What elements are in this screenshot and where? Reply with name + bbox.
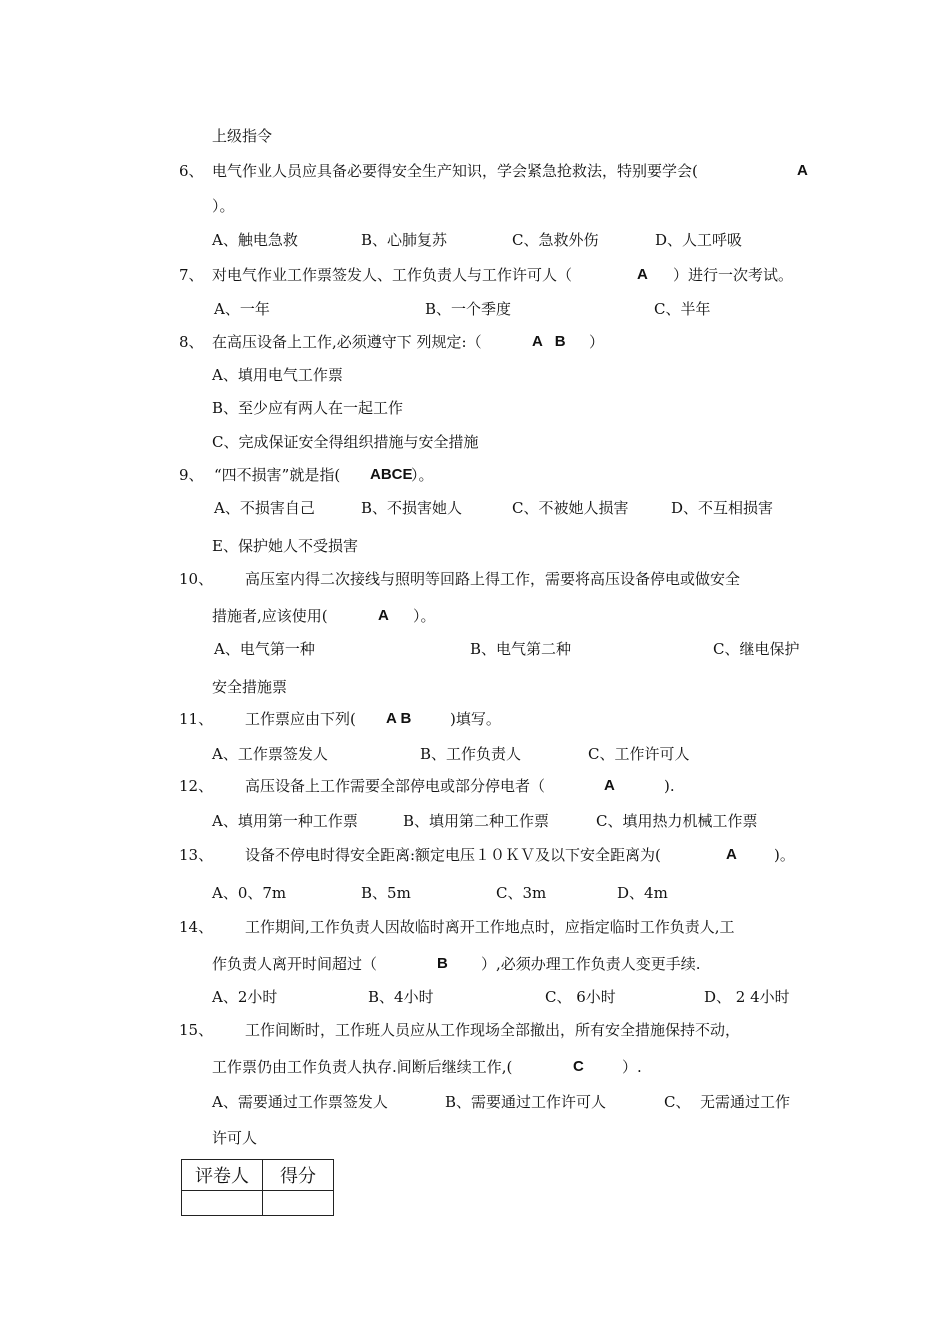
option: D、 2 4小时 xyxy=(704,988,790,1006)
question-number: 11、 xyxy=(179,710,214,728)
question-text: ). xyxy=(664,777,675,795)
option: C、工作许可人 xyxy=(588,745,690,763)
option: 许可人 xyxy=(212,1129,258,1147)
option: A、触电急救 xyxy=(212,231,298,249)
question-text: “四不损害”就是指( xyxy=(214,466,341,484)
option: A、2小时 xyxy=(212,988,278,1006)
question-text: 工作票仍由工作负责人执存.间断后继续工作,( xyxy=(212,1058,513,1076)
question-number: 15、 xyxy=(179,1021,214,1039)
question-text: ）. xyxy=(622,1058,642,1076)
option: B、需要通过工作许可人 xyxy=(445,1093,607,1111)
question-text: 工作间断时，工作班人员应从工作现场全部撤出，所有安全措施保持不动， xyxy=(245,1021,741,1039)
option: A、填用电气工作票 xyxy=(212,366,343,384)
question-number: 14、 xyxy=(179,918,214,936)
question-text: 电气作业人员应具备必要得安全生产知识，学会紧急抢救法，特别要学会( xyxy=(212,162,698,180)
option: A、电气第一种 xyxy=(214,640,315,658)
question-text: 工作票应由下列( xyxy=(245,710,356,728)
option: B、不损害她人 xyxy=(361,499,463,517)
answer: ABCE xyxy=(370,466,413,483)
question-text: ）,必须办理工作负责人变更手续. xyxy=(481,955,701,973)
answer: A B xyxy=(532,333,566,350)
answer: A xyxy=(378,607,389,624)
option: B、工作负责人 xyxy=(420,745,522,763)
option: C、急救外伤 xyxy=(512,231,599,249)
question-text: 对电气作业工作票签发人、工作负责人与工作许可人（ xyxy=(212,266,573,284)
option: A、需要通过工作票签发人 xyxy=(212,1093,388,1111)
question-text: 高压室内得二次接线与照明等回路上得工作，需要将高压设备停电或做安全 xyxy=(245,570,741,588)
option: A、一年 xyxy=(214,300,270,318)
option: B、至少应有两人在一起工作 xyxy=(212,399,404,417)
option: A、不损害自己 xyxy=(214,499,315,517)
answer: B xyxy=(437,955,448,972)
option: C、完成保证安全得组织措施与安全措施 xyxy=(212,433,479,451)
answer: A xyxy=(604,777,615,794)
option: C、 无需通过工作 xyxy=(664,1093,791,1111)
score-cell[interactable] xyxy=(263,1191,334,1216)
question-text: ）。 xyxy=(413,607,436,625)
question-text: ）。 xyxy=(411,466,434,484)
option: A、0、7m xyxy=(212,884,287,902)
question-text: 作负责人离开时间超过（ xyxy=(212,955,378,973)
option: A、工作票签发人 xyxy=(212,745,328,763)
question-text: ）。 xyxy=(212,197,235,215)
question-text: )填写。 xyxy=(450,710,501,728)
question-text: 在高压设备上工作,必须遵守下 列规定:（ xyxy=(212,333,482,351)
option: C、不被她人损害 xyxy=(512,499,629,517)
question-text: 工作期间,工作负责人因故临时离开工作地点时，应指定临时工作负责人,工 xyxy=(245,918,735,936)
question-text: ） xyxy=(589,333,605,351)
score-label: 得分 xyxy=(263,1160,334,1191)
option: E、保护她人不受损害 xyxy=(212,537,358,555)
option: C、填用热力机械工作票 xyxy=(596,812,758,830)
option: C、继电保护 xyxy=(713,640,800,658)
option: C、3m xyxy=(496,884,547,902)
question-number: 12、 xyxy=(179,777,214,795)
question-number: 7、 xyxy=(179,266,204,284)
option: B、心肺复苏 xyxy=(361,231,448,249)
answer: A xyxy=(637,266,648,283)
option: C、半年 xyxy=(654,300,711,318)
option: 安全措施票 xyxy=(212,678,288,696)
answer: A B xyxy=(386,710,412,727)
option: B、4小时 xyxy=(368,988,434,1006)
option: B、填用第二种工作票 xyxy=(403,812,550,830)
question-text: )。 xyxy=(774,846,795,864)
question-text: 高压设备上工作需要全部停电或部分停电者（ xyxy=(245,777,546,795)
option: B、电气第二种 xyxy=(470,640,572,658)
option: D、人工呼吸 xyxy=(655,231,743,249)
grader-cell[interactable] xyxy=(182,1191,263,1216)
question-number: 9、 xyxy=(179,466,204,484)
question-number: 13、 xyxy=(179,846,214,864)
option: D、4m xyxy=(617,884,668,902)
option: C、 6小时 xyxy=(545,988,616,1006)
option: B、5m xyxy=(361,884,411,902)
question-number: 6、 xyxy=(179,162,204,180)
option: D、不互相损害 xyxy=(671,499,774,517)
grader-label: 评卷人 xyxy=(182,1160,263,1191)
answer: A xyxy=(726,846,737,863)
question-text: ）进行一次考试。 xyxy=(673,266,794,284)
answer: A xyxy=(797,162,808,179)
answer: C xyxy=(573,1058,584,1075)
score-table xyxy=(181,1159,334,1216)
question-number: 8、 xyxy=(179,333,204,351)
question-text: 措施者,应该使用( xyxy=(212,607,328,625)
option: A、填用第一种工作票 xyxy=(212,812,358,830)
continuation-text: 上级指令 xyxy=(212,127,273,145)
question-text: 设备不停电时得安全距离:额定电压１０ＫＶ及以下安全距离为( xyxy=(245,846,661,864)
option: B、一个季度 xyxy=(425,300,512,318)
question-number: 10、 xyxy=(179,570,214,588)
